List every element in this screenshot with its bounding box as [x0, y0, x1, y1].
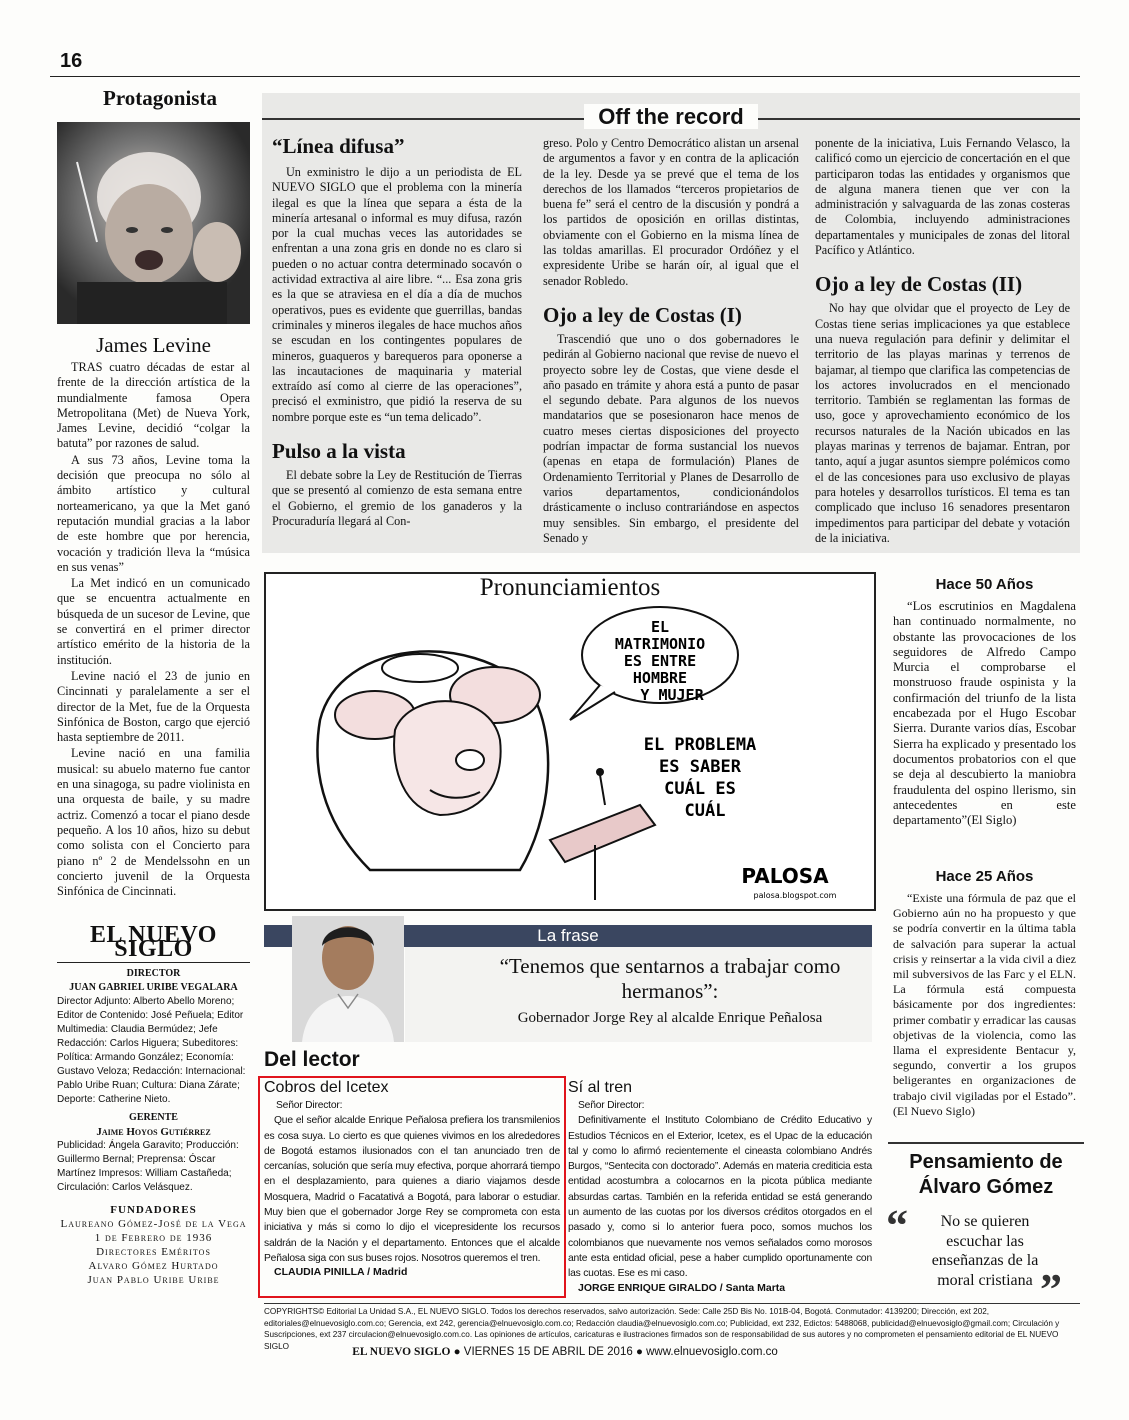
- caption-line: CUÁL: [684, 801, 726, 821]
- protagonista-paragraph: A sus 73 años, Levine toma la decisión que preocupa no sólo al ámbito artístico y cultural norteamericano, ya que la Met ganó reputación mundial gracias a la labor de este hombre que por herencia, vocación y tradición lleva la “música en sus venas”: [57, 452, 250, 574]
- frase-quote: “Tenemos que sentarnos a trabajar como hermanos”:: [499, 954, 841, 1003]
- hace-50-column: [893, 576, 1076, 828]
- cartoon-nose: [456, 750, 484, 770]
- costas-ii-text: No hay que olvidar que el proyecto de Ley de Costas tiene serias implicaciones ya que establece una nueva regulación para definir y delimitar el territorio de las playas marinas y terrenos de bajamar, al tiempo que clarifica las competencias de los actores involucrados en el mencionado territorio. También se reglamentan las formas de uso, goce y aprovechamiento económico de los recursos naturales de la Nación ubicados en las playas marinas y terrenos de bajamar. Entran, por tanto, aquí a jugar asuntos siempre polémicos como el de las concesiones para uso exclusivo de playas para hoteles y desarrollos turísticos. El tema es tan complicado que incluso 16 senadores presentaron impedimentos para participar del debate y votación de la iniciativa.: [815, 301, 1070, 545]
- pensamiento-rule: [888, 1142, 1084, 1144]
- letter-title: Cobros del Icetex: [264, 1079, 389, 1096]
- bubble-line: EL: [650, 618, 670, 636]
- pulso-heading: Pulso a la vista: [272, 439, 406, 464]
- linea-difusa-text: Un exministro le dijo a un periodista de EL NUEVO SIGLO que el problema con la minería ilegal es que la línea que separa a ésta de la minería artesanal o informal es muy difusa, razón por la cual muchas veces las autoridades se enfrentan a una zona gris en donde no es claro si pueden o no actuar contra determinado socavón o actividad extractiva al aire libre. “... Esa zona gris es la que se atraviesa en el día a día de muchos operativos, pues es evidente que guerrillas, bandas criminales y mineros ilegales de hace muchos años se escudan en los contingentes populares de mineros, guaqueros y barequeros para oponerse a las incautaciones de maquinaria y material extraído así como al cierre de las operaciones”, precisó el exministro, que pidió la reserva de su nombre porque este es “un tema delicado”.: [272, 165, 522, 424]
- footer-date: VIERNES 15 DE ABRIL DE 2016: [463, 1346, 633, 1358]
- cartoon-microphone: [600, 775, 605, 805]
- letter-signature: JORGE ENRIQUE GIRALDO / Santa Marta: [578, 1281, 786, 1294]
- frase-label: La frase: [537, 926, 599, 945]
- letter-text: Que el señor alcalde Enrique Peñalosa prefiera los transmilenios es cosa suya. Lo cierto es que quienes vivimos en los alrededores de Bogotá estamos ilusionados con el tan anunciado tren de cercanías, solución que sería muy efectiva, porque ahorrará tiempo en el desplazamiento, para quienes a diario viajamos desde Mosquera, Madrid o Facatativá a Bogotá, para laborar o estudiar. Muy bien que el gobernador Jorge Rey se comprometa con esta iniciativa y más si como lo dijo el vicepresidente los recursos saldrán de la Nación y el departamento. Entonces que el alcalde Peñalosa siga con sus buses rojos. Nosotros queremos el tren.: [264, 1115, 560, 1264]
- bubble-line: ES ENTRE: [623, 652, 697, 670]
- cartoonist-signature: PALOSA: [741, 864, 829, 888]
- portrait-illustration: [292, 916, 404, 1042]
- off-the-record-heading: [262, 104, 1080, 130]
- caption-line: EL PROBLEMA: [643, 735, 757, 755]
- protagonista-heading: Protagonista: [103, 86, 217, 110]
- otr-column-2: [543, 136, 799, 546]
- masthead-staff-2: Publicidad: Ángela Garavito; Producción: Guillermo Bernal; Preprensa: Óscar Martínez Impresos: William Castañeda; Circulación: Carlos Velásquez.: [57, 1140, 239, 1193]
- letter-salutation: Señor Director:: [578, 1100, 645, 1111]
- cartoon-lectern: [550, 805, 655, 862]
- masthead-logo: EL NUEVO SIGLO: [57, 928, 250, 963]
- masthead: [57, 922, 250, 1286]
- hace-25-column: [893, 868, 1076, 1119]
- protagonista-body: [57, 360, 250, 900]
- protagonista-paragraph: La Met indicó en un comunicado que se encuentra actualmente en búsqueda de un sucesor de Levine, que se convertirá en el primer director artístico emérito de la historia de la institución.: [57, 576, 250, 667]
- protagonista-name: James Levine: [96, 333, 211, 357]
- otr-column-3: [815, 136, 1070, 546]
- footer-logo: EL NUEVO SIGLO: [352, 1346, 451, 1358]
- hace-50-heading: Hace 50 Años: [935, 576, 1034, 593]
- emeritos-label: Directores Eméritos: [96, 1246, 211, 1258]
- gerente-name: Jaime Hoyos Gutiérrez: [96, 1126, 211, 1138]
- emerito-name: Juan Pablo Uribe Uribe: [87, 1274, 220, 1286]
- off-the-record-title: Off the record: [584, 104, 757, 129]
- frase-photo: [292, 916, 404, 1042]
- costas-ii-heading: Ojo a ley de Costas (II): [815, 272, 1023, 297]
- costas-i-heading: Ojo a ley de Costas (I): [543, 302, 742, 327]
- letter-tren: [568, 1079, 872, 1294]
- bubble-line: MATRIMONIO: [614, 635, 706, 653]
- open-quote-icon: “: [886, 1201, 908, 1250]
- top-rule: [50, 76, 1080, 77]
- cartoonist-site: palosa.blogspot.com: [753, 891, 837, 900]
- bullet-icon: ●: [453, 1346, 464, 1358]
- close-quote-icon: ”: [1040, 1265, 1062, 1314]
- fundadores-names: Laureano Gómez-José de la Vega: [60, 1218, 247, 1230]
- bullet-icon: ●: [635, 1346, 647, 1358]
- bubble-line: Y MUJER: [640, 686, 704, 704]
- cartoon-cap: [382, 654, 458, 682]
- protagonista-paragraph: TRAS cuatro décadas de estar al frente de la dirección artística de la mundialmente famosa Opera Metropolitana (Met) de Nueva York, James Levine, decidió “colgar la batuta” por razones de salud.: [57, 360, 250, 451]
- copyright-notice: COPYRIGHTS© Editorial La Unidad S.A., EL NUEVO SIGLO. Todos los derechos reservados, salvo autorización. Sede: Calle 25D Bis No. 101B-04, Bogotá. Conmutador: 4139200; Dirección, ext 202, editoriales@elnuevosiglo.com.co; Gerencia, ext 242, gerencia@elnuevosiglo.com.co; Redacción claudia@elnuevosiglo.com.co; Publicidad, ext 232, Edictos: 5488068, publicidad@elnuevosiglo@gmail.com; Circulación y Suscripciones, ext 237 circulacion@elnuevosiglo.com.co. Las opiniones de artículos, caricaturas e ilustraciones firmados son de responsabilidad de sus autores y no comprometen el pensamiento editorial de EL NUEVO SIGLO: [264, 1303, 1080, 1352]
- pensamiento-quote: No se quieren escuchar las enseñanzas de la moral cristiana: [931, 1213, 1039, 1289]
- page-footer: [50, 1346, 1080, 1358]
- letter-title: Sí al tren: [568, 1079, 633, 1096]
- otr-column-1: [272, 134, 522, 529]
- pensamiento-heading: Pensamiento de Álvaro Gómez: [909, 1151, 1063, 1198]
- emerito-name: Alvaro Gómez Hurtado: [88, 1260, 219, 1272]
- letter-cobros: [264, 1079, 560, 1278]
- costas-i-text: Trascendió que uno o dos gobernadores le pedirán al Gobierno nacional que revise de nuevo el proyecto sobre ley de Costas, que viene desde el año pasado en trámite y ahora está a punto de pasar el segundo debate. Para algunos de los nuevos mandatarios que se posesionaron hace menos de cuatro meses ciertas disposiciones del proyecto podrían impactar de forma sustancial los nuevos (apenas en etapa de formulación) Planes de Ordenamiento Territorial y Planes de Desarrollo de varios departamentos, condicionándolos drásticamente o incluso contrariándose en aspectos muy sensibles. Sin embargo, el presidente del Senado y: [543, 331, 799, 545]
- fundadores-label: FUNDADORES: [110, 1204, 197, 1216]
- page-number: 16: [60, 50, 83, 72]
- caption-line: ES SABER: [659, 757, 741, 777]
- footer-site[interactable]: www.elnuevosiglo.com.co: [646, 1346, 778, 1358]
- pulso-text: El debate sobre la Ley de Restitución de Tierras que se presentó al comienzo de esta semana entre el Gobierno, el gremio de los ganaderos y la Procuraduría llegará al Con-: [272, 468, 522, 528]
- protagonista-photo: [57, 122, 250, 324]
- gerente-label: GERENTE: [129, 1112, 178, 1123]
- hace-25-text: “Existe una fórmula de paz que el Gobierno aún no ha propuesto y que se podría convertir en la última tabla de salvación para superar la actual crisis y reinsertar a la vida civil a diez mil subversivos de las Farc y el ELN. La fórmula está compuesta básicamente por dos ingredientes: primer combatir y erradicar las causas objetivas de la violencia, como las llama el expresidente Bentacur y, segundo, convertir a los grupos beligerantes en organizaciones de trabajo civil vigiladas por el Estado”.(El Nuevo Siglo): [893, 891, 1076, 1118]
- letter-signature: CLAUDIA PINILLA / Madrid: [274, 1266, 408, 1279]
- caption-line: CUÁL ES: [664, 779, 736, 799]
- del-lector-heading: Del lector: [264, 1048, 360, 1071]
- otr-col2-top: greso. Polo y Centro Democrático alistan un arsenal de argumentos a favor y en contra de la aplicación de la ley. Desde ya se prevé que el tema de los derechos de los llamados “terceros propietarios de buena fe” será el centro de la discusión y pondrá a los partidos de oposición en orillas distintas, obviamente con el Gobierno en la misma línea de las toldas amarillas. El procurador Ordóñez y el expresidente Uribe se harán oír, al igual que el senador Robledo.: [543, 136, 799, 288]
- frase-attribution: Gobernador Jorge Rey al alcalde Enrique Peñalosa: [517, 1010, 823, 1026]
- pronunciamientos-title: Pronunciamientos: [479, 574, 661, 601]
- letter-text: Definitivamente el Instituto Colombiano de Crédito Educativo y Estudios Técnicos en el Exterior, Icetex, es el Upac de la educación tal y como lo afirmó recientemente el cineasta colombiano Andrés Burgos, “Sentecita con doctorado”. Además en materia crediticia esta entidad acostumbra a colocarnos en la picota pública mediante absurdas cartas. También en la referida entidad se está generando un aumento de las cuotas por los diversos créditos otorgados en el pasado y, como si lo anterior fuera poco, somos muchos los colombianos que nuevamente nos vemos señalados como morosos ante esta entidad oficial, pese a haber cumplido oportunamente con las cuotas. Ese es mi caso.: [568, 1115, 872, 1280]
- otr-col3-top: ponente de la iniciativa, Luis Fernando Velasco, la calificó como un ejercicio de concertación en el que participaron todas las entidades y organismos que de alguna manera tienen que ver con la administración y salvaguarda de las zonas costeras de Colombia, incluyendo administraciones departamentales y municipales de zonas del litoral Pacífico y Atlántico.: [815, 136, 1070, 258]
- fundacion-date: 1 de Febrero de 1936: [94, 1232, 213, 1244]
- director-label: DIRECTOR: [126, 968, 181, 979]
- bubble-line: HOMBRE: [632, 669, 688, 687]
- cartoon-illustration: [280, 600, 860, 905]
- conductor-photo-illustration: [57, 122, 250, 324]
- hace-50-text: “Los escrutinios en Magdalena han continuado normalmente, no obstante las provocaciones de los seguidores de Alfredo Campo Murcia el comprobarse el monstruoso fraude ospinista y la confirmación del triunfo de la lista encabezada por el Hugo Escobar Sierra. Durante varios días, Escobar Sierra ha explicado y presentado los documentos probatorios con el que se deja al descubierto la maniobra fraudulenta del ospino llerismo, sin antecedentes en este departamento”(El Siglo): [893, 599, 1076, 828]
- letter-salutation: Señor Director:: [276, 1100, 343, 1111]
- masthead-staff: Director Adjunto: Alberto Abello Moreno; Editor de Contenido: José Peñuela; Editor Multimedia: Claudia Bermúdez; Jefe Redacción: Carlos Higuera; Subeditores: Política: Armando González; Economía: Gustavo Veloza; Redacción: Internacional: Pablo Uribe Ruan; Cultura: Diana Zárate; Deporte: Catherine Nieto.: [57, 996, 246, 1105]
- protagonista-paragraph: Levine nació el 23 de junio en Cincinnati y paralelamente a ser el director de la Met, fue de la Orquesta Sinfónica de Boston, cargo que ejerció hasta septiembre de 2011.: [57, 668, 250, 745]
- protagonista-paragraph: Levine nació en una familia musical: su abuelo materno fue cantor en una sinagoga, su padre violinista en una orquesta de baile, y su madre actriz. Comenzó a tocar el piano desde pequeño. A los 10 años, hizo su debut como solista con el Concierto para piano nº 2 de Mendelssohn en un concierto juvenil de la Orquesta Sinfónica de Cincinnati.: [57, 746, 250, 899]
- hace-25-heading: Hace 25 Años: [935, 868, 1034, 885]
- director-name: JUAN GABRIEL URIBE VEGALARA: [69, 982, 238, 993]
- linea-difusa-heading: “Línea difusa”: [272, 134, 405, 158]
